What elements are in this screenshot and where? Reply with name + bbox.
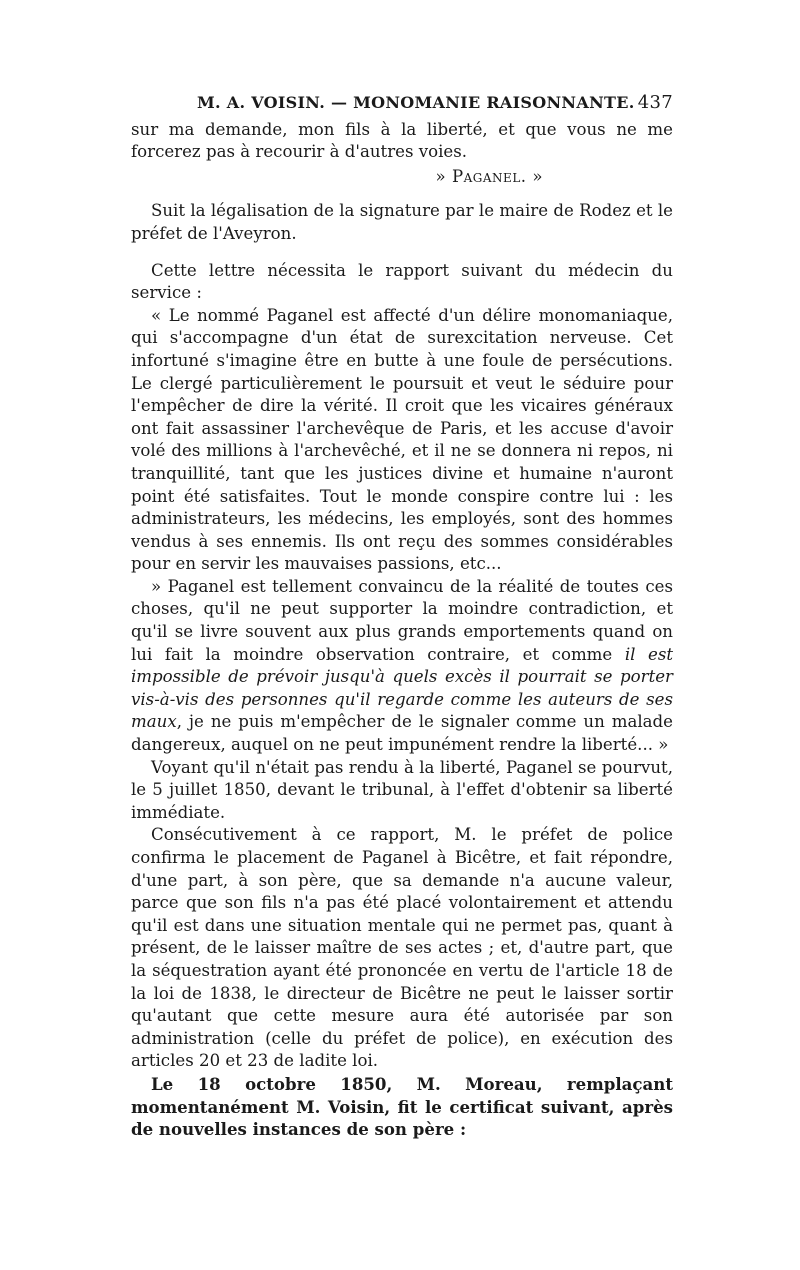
paragraph-report-intro: Cette lettre nécessita le rapport suivant du médecin du service :	[131, 260, 673, 303]
report-text-start: » Paganel est tellement convaincu de la réalité de toutes ces choses, qu'il ne peut supporter la moindre contradiction, et qu'il se livre souvent aux plus grands emportements quand on lui fait la moindre observation contraire, et comme	[131, 576, 673, 664]
paragraph-appeal: Voyant qu'il n'était pas rendu à la liberté, Paganel se pourvut, le 5 juillet 1850, devant le tribunal, à l'effet d'obtenir sa liberté immédiate.	[131, 757, 673, 822]
paragraph-report-quote: « Le nommé Paganel est affecté d'un délire monomaniaque, qui s'accompagne d'un état de surexcitation nerveuse. Cet infortuné s'imagine être en butte à une foule de persécutions. Le clergé particulièrement le poursuit et veut le séduire pour l'empêcher de dire la vérité. Il croit que les vicaires généraux ont fait assassiner l'archevêque de Paris, et les accuse d'avoir volé des millions à l'archevêché, et il ne se donnera ni repos, ni tranquillité, tant que les justices divine et humaine n'auront point été satisfaites. Tout le monde conspire contre lui : les administrateurs, les médecins, les employés, sont des hommes vendus à ses ennemis. Ils ont reçu des sommes considérables pour en servir les mauvaises passions, etc...	[131, 305, 673, 574]
report-italic-text: il est impossible de prévoir jusqu'à quels excès il pourrait se porter vis-à-vis des personnes qu'il regarde comme les auteurs de ses maux	[131, 644, 673, 732]
page-number: 437	[637, 92, 673, 113]
running-header	[197, 92, 673, 115]
paragraph-legalisation: Suit la légalisation de la signature par le maire de Rodez et le préfet de l'Aveyron.	[131, 201, 673, 243]
book-page	[131, 92, 673, 1141]
paragraph-report-continued	[131, 576, 673, 757]
letter-signature: » Paganel. »	[435, 166, 543, 186]
running-title: M. A. VOISIN. — MONOMANIE RAISONNANTE.	[197, 93, 635, 112]
paragraph-certificate: Le 18 octobre 1850, M. Moreau, remplaçant momentanément M. Voisin, fit le certificat suivant, après de nouvelles instances de son père :	[131, 1073, 673, 1140]
paragraph-letter-end: sur ma demande, mon fils à la liberté, et que vous ne me forcerez pas à recourir à d'autres voies.	[131, 119, 673, 162]
report-text-end: , je ne puis m'empêcher de le signaler comme un malade dangereux, auquel on ne peut impunément rendre la liberté... »	[131, 712, 673, 755]
paragraph-prefect-response: Consécutivement à ce rapport, M. le préfet de police confirma le placement de Paganel à Bicêtre, et fait répondre, d'une part, à son père, que sa demande n'a aucune valeur, parce que son fils n'a pas été placé volontairement et attendu qu'il est dans une situation mentale qui ne permet pas, quant à présent, de le laisser maître de ses actes ; et, d'autre part, que la séquestration ayant été prononcée en vertu de l'article 18 de la loi de 1838, le directeur de Bicêtre ne peut le laisser sortir qu'autant que cette mesure aura été autorisée par son administration (celle du préfet de police), en exécution des articles 20 et 23 de ladite loi.	[131, 825, 673, 1071]
